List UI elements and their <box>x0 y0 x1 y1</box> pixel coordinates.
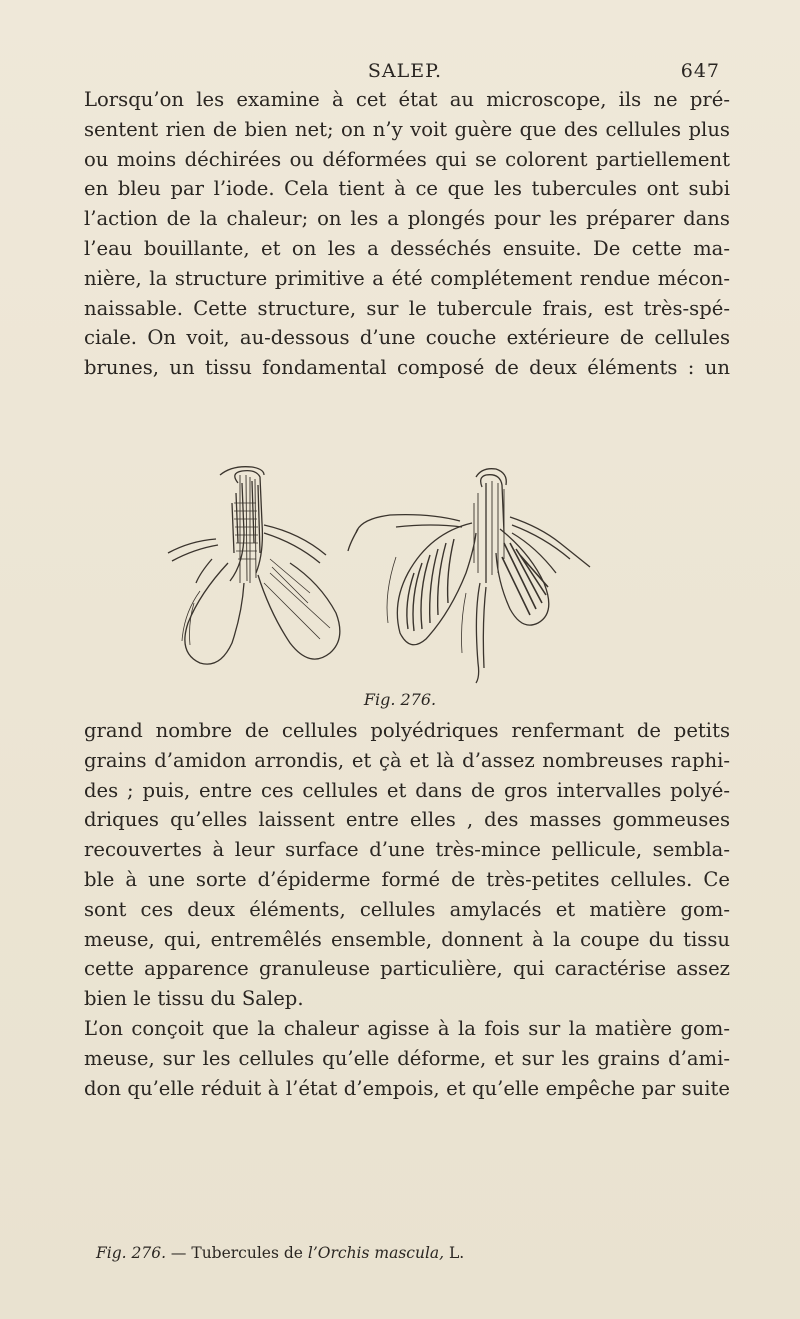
text-line: ou moins déchirées ou déformées qui se colorent partiellement <box>84 147 730 171</box>
caption-species: l’Orchis mascula, <box>307 1244 445 1262</box>
text-line: naissable. Cette structure, sur le tubercule frais, est très-spé- <box>84 296 730 320</box>
text-line: ciale. On voit, au-dessous d’une couche extérieure de cellules <box>84 326 730 350</box>
text-line: en bleu par l’iode. Cela tient à ce que les tubercules ont subi <box>84 177 730 201</box>
caption-fig-number: Fig. 276. <box>96 1244 166 1262</box>
text-line: grains d’amidon arrondis, et çà et là d’assez nombreuses raphi- <box>84 748 730 772</box>
caption-author: L. <box>444 1244 465 1262</box>
text-line: Lorsqu’on les examine à cet état au microscope, ils ne pré- <box>84 88 730 111</box>
text-line: don qu’elle réduit à l’état d’empois, et qu’elle empêche par suite <box>84 1076 730 1100</box>
figure-276-illustration <box>160 463 640 685</box>
text-line: cette apparence granuleuse particulière, qui caractérise assez <box>84 957 730 981</box>
figure-caption <box>96 1244 464 1262</box>
paragraph-bottom <box>84 716 730 1103</box>
text-line: sont ces deux éléments, cellules amylacés et matière gom- <box>84 897 730 921</box>
figure-label: Fig. 276. <box>363 690 437 709</box>
text-line: l’action de la chaleur; on les a plongés pour les préparer dans <box>84 207 730 231</box>
paragraph-top <box>84 85 730 383</box>
text-line: driques qu’elles laissent entre elles , des masses gommeuses <box>84 808 730 832</box>
text-line: bien le tissu du Salep. <box>84 987 304 1011</box>
text-line: grand nombre de cellules polyédriques renfermant de petits <box>84 719 730 742</box>
text-line: meuse, qui, entremêlés ensemble, donnent à la coupe du tissu <box>84 927 730 951</box>
text-line: ble à une sorte d’épiderme formé de très-petites cellules. Ce <box>84 867 730 891</box>
text-line: nière, la structure primitive a été complétement rendue mécon- <box>84 266 730 290</box>
text-line: l’eau bouillante, et on les a desséchés ensuite. De cette ma- <box>84 236 730 260</box>
orchis-tubers-drawing <box>160 463 640 685</box>
text-line: meuse, sur les cellules qu’elle déforme, et sur les grains d’ami- <box>84 1046 730 1070</box>
page-number: 647 <box>680 60 720 82</box>
text-line: des ; puis, entre ces cellules et dans de gros intervalles polyé- <box>84 778 730 802</box>
text-line: brunes, un tissu fondamental composé de deux éléments : un <box>84 356 730 380</box>
running-title: SALEP. <box>367 60 443 82</box>
caption-text: — Tubercules de <box>166 1244 308 1262</box>
text-line: L’on conçoit que la chaleur agisse à la fois sur la matière gom- <box>84 1016 730 1040</box>
text-line: sentent rien de bien net; on n’y voit guère que des cellules plus <box>84 117 730 141</box>
text-line: recouvertes à leur surface d’une très-mince pellicule, sembla- <box>84 838 730 862</box>
